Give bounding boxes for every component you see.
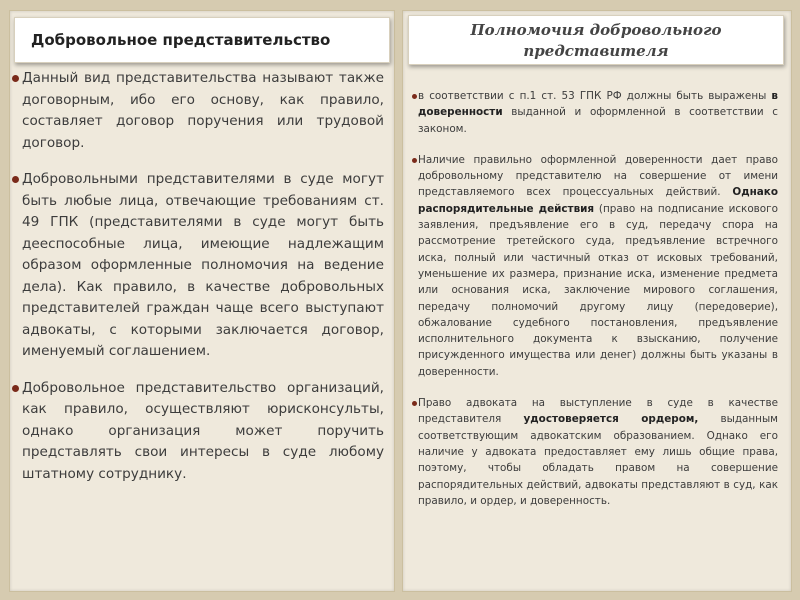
right-paragraph-text: Право адвоката на выступление в суде в качестве представителя bbox=[418, 397, 778, 426]
bullet-icon bbox=[412, 158, 417, 163]
bullet-icon bbox=[12, 385, 19, 392]
left-paragraph-text: Данный вид представительства называют также договорным, ибо его основу, как правило, составляет договор поручения или трудовой договор. bbox=[22, 70, 384, 151]
right-title-text: Полномочия добровольного представителя bbox=[470, 21, 722, 60]
right-title bbox=[408, 15, 784, 65]
right-paragraph-3 bbox=[412, 395, 778, 509]
right-paragraph-text: выданным соответствующим адвокатским образованием. Однако его наличие у адвоката предоставляет ему лишь общие права, поэтому, чтобы обладать правом на совершение распорядительных действий, адвокаты представляют в суд, как правило, и ордер, и доверенность. bbox=[418, 413, 779, 507]
left-paragraph-text: Добровольными представителями в суде могут быть любые лица, отвечающие требованиям ст. 49 ГПК (представителями в суде могут быть дееспособные лица, имеющие надлежащим образом оформленные полномочия на ведение дела). Как правило, в качестве добровольных представителей граждан чаще всего выступают адвокаты, с которыми заключается договор, именуемый соглашением. bbox=[22, 171, 384, 359]
right-paragraph-text: Наличие правильно оформленной доверенности дает право добровольному представителю на совершение от имени представляемого всех процессуальных действий. bbox=[418, 153, 778, 199]
right-paragraph-text: выданной и оформленной в соответствии с законом. bbox=[418, 106, 778, 135]
right-paragraph-2 bbox=[412, 152, 778, 380]
left-title-text: Добровольное представительство bbox=[31, 31, 331, 49]
left-paragraph-2 bbox=[12, 169, 384, 363]
left-paragraph-3 bbox=[12, 378, 384, 486]
right-paragraph-text: в соответствии с п.1 ст. 53 ГПК РФ должны быть выражены bbox=[418, 90, 772, 102]
left-paragraph-text: Добровольное представительство организаций, как правило, осуществляют юрисконсульты, однако организация может поручить представлять свои интересы в суде любому штатному сотруднику. bbox=[22, 379, 384, 482]
bullet-icon bbox=[12, 75, 19, 82]
right-paragraph-bold: в доверенности bbox=[418, 90, 778, 119]
bullet-icon bbox=[12, 176, 19, 183]
left-title bbox=[14, 17, 390, 63]
left-body bbox=[12, 68, 384, 500]
right-paragraph-text: (право на подписание искового заявления, предъявление его в суд, передачу спора на рассмотрение третейского суда, предъявление встречного иска, полный или частичный отказ от исковых требований, уменьшение их размера, признание иска, изменение предмета или основания иска, заключение мирового соглашения, передачу полномочий другому лицу (передоверие), обжалование судебного постановления, предъявление исполнительного документа к взысканию, получение присужденного имущества или денег) должны быть указаны в доверенности. bbox=[418, 202, 778, 378]
left-paragraph-1 bbox=[12, 68, 384, 154]
right-body bbox=[412, 88, 778, 524]
bullet-icon bbox=[412, 401, 417, 406]
bullet-icon bbox=[412, 94, 417, 99]
right-paragraph-bold: удостоверяется ордером, bbox=[523, 413, 699, 426]
right-paragraph-bold: Однако распорядительные действия bbox=[418, 186, 778, 215]
right-paragraph-1 bbox=[412, 88, 778, 137]
